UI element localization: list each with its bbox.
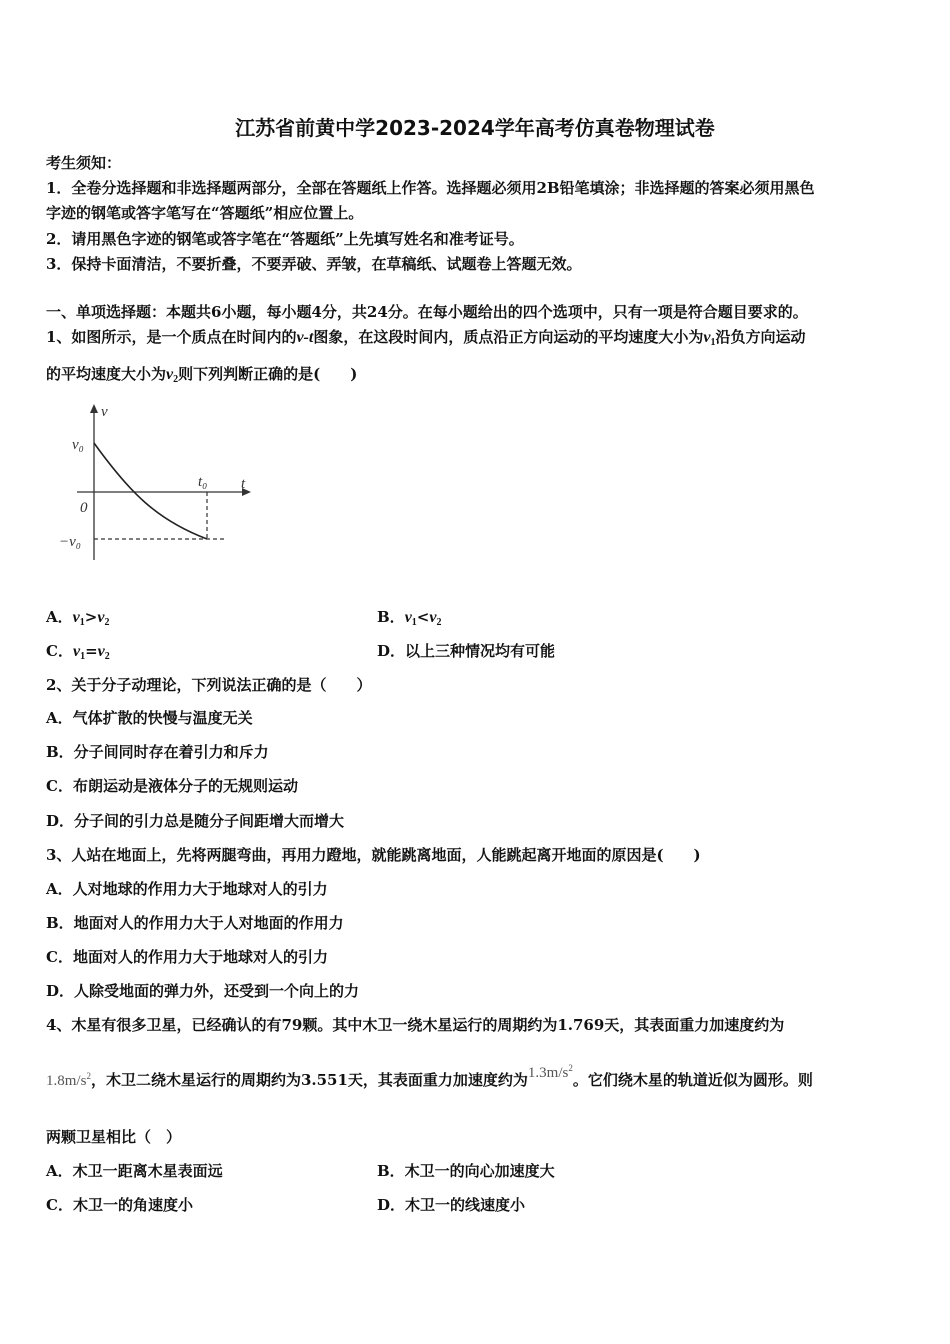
notice-item-1: 1．全卷分选择题和非选择题两部分，全部在答题纸上作答。选择题必须用2B铅笔填涂；非选择题的答案必须用黑色 — [46, 179, 815, 197]
q4-stem-line-3: 两颗卫星相比（ ） — [46, 1128, 182, 1146]
q3-option-b: B．地面对人的作用力大于人对地面的作用力 — [46, 914, 344, 932]
q1-text: 1、如图所示，是一个质点在时间内的 — [46, 328, 297, 346]
q3-option-c: C．地面对人的作用力大于地球对人的引力 — [46, 948, 328, 966]
q3-option-a: A．人对地球的作用力大于地球对人的引力 — [46, 880, 328, 898]
q2-stem: 2、关于分子动理论，下列说法正确的是（ ） — [46, 676, 372, 694]
q2-option-c: C．布朗运动是液体分子的无规则运动 — [46, 777, 298, 795]
q1-stem-line-2 — [46, 364, 357, 390]
t0-label: t₀ — [198, 474, 208, 490]
v2-symbol: $v_2$ — [166, 366, 179, 385]
q4-option-b: B．木卫一的向心加速度大 — [377, 1162, 555, 1180]
q4-option-a: A．木卫一距离木星表面远 — [46, 1162, 223, 1180]
v-axis-arrow — [90, 404, 98, 413]
q1-option-b: B．$v_1<v_2$ — [377, 608, 442, 628]
q4-stem-line-1: 4、木星有很多卫星，已经确认的有79颗。其中木卫一绕木星运行的周期约为1.769天，其表面重力加速度约为 — [46, 1016, 785, 1034]
vt-curve — [94, 443, 207, 539]
q1-option-d: D．以上三种情况均有可能 — [377, 642, 556, 660]
q1-text: 图象，在这段时间内，质点沿正方向运动的平均速度大小为 — [313, 328, 704, 346]
q4-option-c: C．木卫一的角速度小 — [46, 1196, 193, 1214]
page-title: 江苏省前黄中学2023-2024学年高考仿真卷物理试卷 — [235, 116, 715, 140]
notice-item-1-cont: 字迹的钢笔或答字笔写在“答题纸”相应位置上。 — [46, 204, 364, 222]
q1-stem-line-1 — [46, 327, 805, 353]
q1-text: 沿负方向运动 — [715, 328, 806, 346]
q1-option-c: C．$v_1=v_2$ — [46, 642, 110, 662]
q3-stem: 3、人站在地面上，先将两腿弯曲，再用力蹬地，就能跳离地面，人能跳起离开地面的原因是( ) — [46, 846, 701, 864]
q3-option-d: D．人除受地面的弹力外，还受到一个向上的力 — [46, 982, 360, 1000]
gravity-value-1: $1.8m/s^2$ — [46, 1071, 91, 1089]
q4-stem-line-2: $1.8m/s^2$，木卫二绕木星运行的周期约为3.551天，其表面重力加速度约为$1.3m/s^2$。它们绕木星的轨道近似为圆形。则 — [46, 1063, 813, 1089]
origin-label: 0 — [80, 500, 88, 516]
t-axis-label: t — [241, 476, 246, 492]
q1-option-a: A．$v_1>v_2$ — [46, 608, 110, 628]
notice-heading: 考生须知： — [46, 154, 122, 172]
notice-item-3: 3．保持卡面清洁，不要折叠，不要弄破、弄皱，在草稿纸、试题卷上答题无效。 — [46, 255, 582, 273]
notice-item-2: 2．请用黑色字迹的钢笔或答字笔在“答题纸”上先填写姓名和准考证号。 — [46, 230, 524, 248]
q2-option-b: B．分子间同时存在着引力和斥力 — [46, 743, 269, 761]
q2-option-d: D．分子间的引力总是随分子间距增大而增大 — [46, 812, 345, 830]
v0-label: v₀ — [72, 437, 84, 453]
section-heading: 一、单项选择题：本题共6小题，每小题4分，共24分。在每小题给出的四个选项中，只有一项是符合题目要求的。 — [46, 303, 808, 321]
q1-vt: v-t — [296, 329, 314, 346]
neg-v0-label: −v₀ — [59, 534, 81, 550]
q1-text: 的平均速度大小为 — [46, 365, 167, 383]
q2-option-a: A．气体扩散的快慢与温度无关 — [46, 709, 253, 727]
v1-symbol: $v_1$ — [703, 329, 716, 348]
gravity-value-2: $1.3m/s^2$ — [527, 1063, 573, 1081]
q1-text: 则下列判断正确的是( ) — [178, 365, 358, 383]
q4-option-d: D．木卫一的线速度小 — [377, 1196, 526, 1214]
v-axis-label: v — [101, 404, 108, 420]
vt-graph — [55, 398, 260, 566]
